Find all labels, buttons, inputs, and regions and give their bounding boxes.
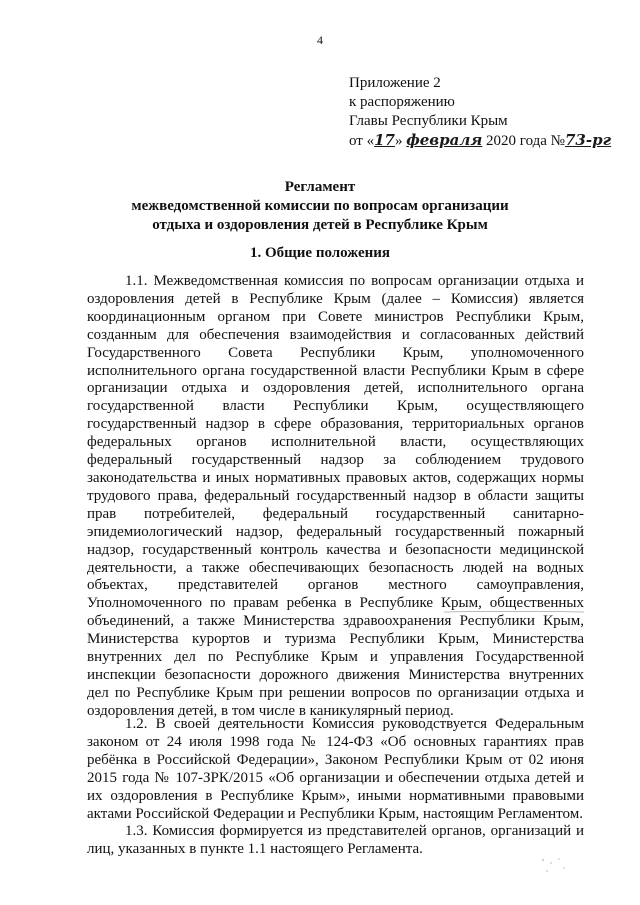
section-heading: 1. Общие положения [249,245,391,261]
paragraph-1-1 [87,273,584,721]
paragraph-text: 1.2. В своей деятельности Комиссия руководствуется Федеральным законом от 24 июля 1998 года № 124-ФЗ «Об основных гарантиях прав ребёнка в Российской Федерации», Законом Республики Крым от 02 июня 2015 года № 107-ЗРК/2015 «Об организации и обеспечении отдыха детей и их оздоровления в Республике Крым», иными нормативными правовыми актами Российской Федерации и Республики Крым, настоящим Регламентом. [87,716,584,822]
paragraph-1-3 [87,823,584,859]
date-prefix: от « [349,133,375,149]
scan-speckle-mark [533,850,573,880]
handwritten-number: 73-рг [565,131,612,149]
handwritten-day: 17 [374,131,395,149]
document-title [0,178,640,235]
title-line-2: межведомственной комиссии по вопросам организации [131,198,509,214]
paragraph-text: 1.3. Комиссия формируется из представителей органов, организаций и лиц, указанных в пункте 1.1 настоящего Регламента. [87,823,584,857]
scan-fold-mark [444,611,584,613]
appendix-date-line [349,131,611,151]
appendix-title: Приложение 2 [349,75,441,91]
date-year: 2020 года № [486,133,565,149]
date-mid: » [394,133,403,149]
title-line-1: Регламент [284,179,356,195]
paragraph-text: 1.1. Межведомственная комиссия по вопросам организации отдыха и оздоровления детей в Республике Крым (далее – Комиссия) является координационным органом при Совете министров Республики Крым, созданным для обеспечения взаимодействия и согласованных действий Государственного Совета Республики Крым, уполномоченного исполнительного органа государственной власти Республики Крым в сфере организации отдыха и оздоровления детей, исполнительного органа государственной власти Республики Крым, осуществляющего государственный надзор в сфере образования, территориальных органов федеральных органов исполнительной власти, осуществляющих федеральный государственный надзор за соблюдением трудового законодательства и иных нормативных правовых актов, содержащих нормы трудового права, федеральный государственный надзор в области защиты прав потребителей, федеральный государственный санитарно-эпидемиологический надзор, федеральный государственный пожарный надзор, государственный контроль качества и безопасности медицинской деятельности, а также обеспечивающих безопасность людей на водных объектах, представителей органов местного самоуправления, Уполномоченного по правам ребенка в Республике Крым, общественных объединений, а также Министерства здравоохранения Республики Крым, Министерства курортов и туризма Республики Крым, Министерства внутренних дел по Республике Крым и управления Государственной инспекции безопасности дорожного движения Министерства внутренних дел по Республике Крым при решении вопросов по организации отдыха и оздоровления детей, в том числе в каникулярный период. [87,273,584,719]
appendix-order-line: к распоряжению [349,94,455,110]
page-number: 4 [317,33,323,47]
appendix-block [349,74,611,151]
handwritten-month: февраля [406,131,483,149]
paragraph-1-2 [87,716,584,823]
appendix-issuer: Главы Республики Крым [349,113,508,129]
title-line-3: отдыха и оздоровления детей в Республике Крым [152,217,488,233]
